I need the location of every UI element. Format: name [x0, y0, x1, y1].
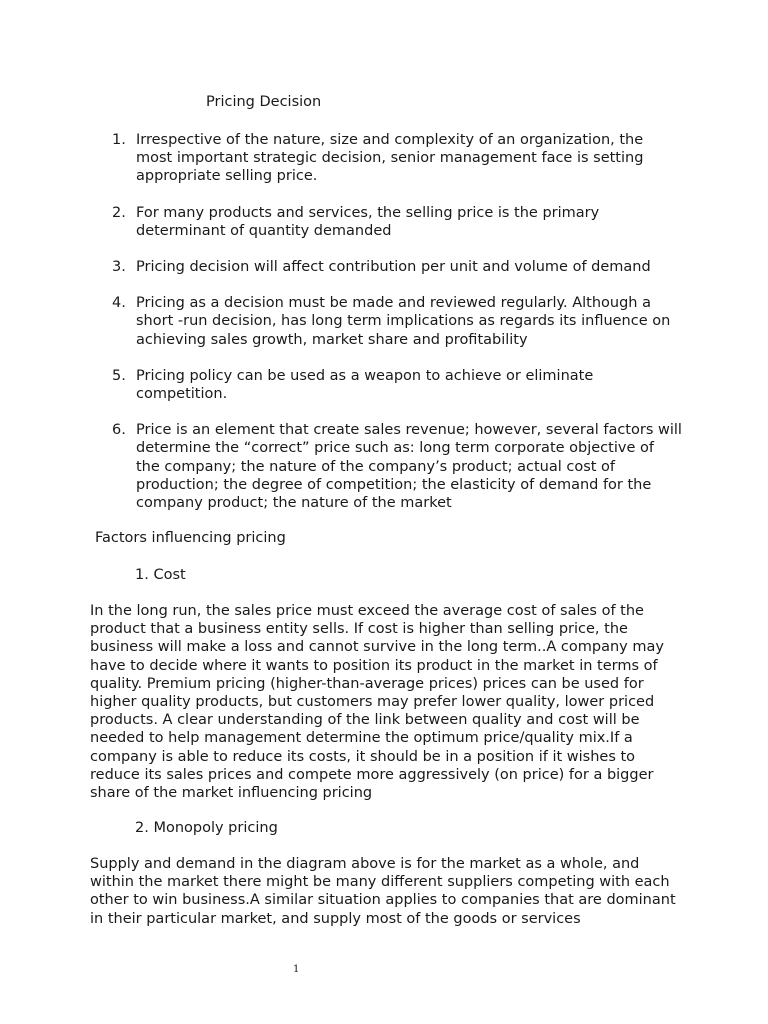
list-item-text: Pricing policy can be used as a weapon to achieve or eliminate competition.	[136, 367, 594, 403]
list-item	[112, 294, 682, 349]
pricing-points-list	[112, 131, 682, 530]
paragraph-cost: In the long run, the sales price must exceed the average cost of sales of the product that a business entity sells. If cost is higher than selling price, the business will make a loss and cannot survive in the long term..A company may have to decide where it wants to position its product in the market in terms of quality. Premium pricing (higher-than-average prices) prices can be used for higher quality products, but customers may prefer lower quality, lower priced products. A clear understanding of the link between quality and cost will be needed to help management determine the optimum price/quality mix.If a company is able to reduce its costs, it should be in a position if it wishes to reduce its sales prices and compete more aggressively (on price) for a bigger share of the market influencing pricing	[90, 603, 664, 802]
subsection-heading-monopoly: 2. Monopoly pricing	[135, 820, 278, 836]
list-item-text: Price is an element that create sales revenue; however, several factors will determine the “correct” price such as: long term corporate objective of the company; the nature of the company’s product; actual cost of production; the degree of competition; the elasticity of demand for the company product; the nature of the market	[136, 422, 682, 512]
list-item-text: Pricing decision will affect contribution per unit and volume of demand	[136, 259, 651, 276]
list-item-number: 1.	[112, 132, 126, 148]
list-item	[112, 367, 682, 403]
page-number: 1	[293, 964, 300, 975]
list-item-text: Pricing as a decision must be made and reviewed regularly. Although a short -run decision, has long term implications as regards its influence on achieving sales growth, market share and profitability	[136, 295, 671, 348]
list-item-number: 2.	[112, 204, 126, 221]
list-item-text: Irrespective of the nature, size and complexity of an organization, the most important strategic decision, senior management face is setting appropriate selling price.	[136, 132, 644, 185]
list-item-number: 4.	[112, 295, 126, 312]
section-heading: Factors influencing pricing	[95, 530, 286, 546]
list-item	[112, 258, 682, 276]
document-title: Pricing Decision	[206, 94, 322, 110]
list-item	[112, 131, 682, 186]
list-item-number: 3.	[112, 259, 126, 276]
list-item-number: 6.	[112, 422, 126, 439]
list-item	[112, 204, 682, 240]
paragraph-monopoly: Supply and demand in the diagram above is for the market as a whole, and within the market there might be many different suppliers competing with each other to win business.A similar situation applies to companies that are dominant in their particular market, and supply most of the goods or services	[90, 856, 676, 927]
list-item-text: For many products and services, the selling price is the primary determinant of quantity demanded	[136, 204, 600, 239]
subsection-heading-cost: 1. Cost	[135, 567, 186, 583]
list-item-number: 5.	[112, 367, 126, 384]
list-item	[112, 421, 682, 512]
